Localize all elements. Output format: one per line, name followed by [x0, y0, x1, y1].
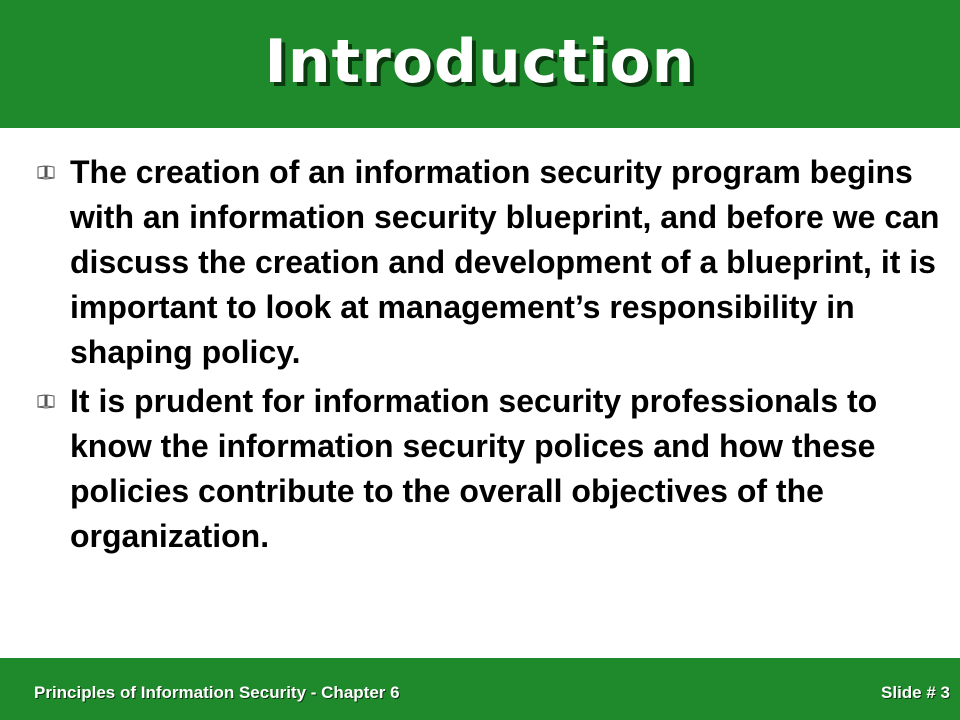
bullet-item: [62, 150, 942, 375]
bullet-list: [62, 150, 942, 563]
bullet-item: [62, 379, 942, 559]
slide-title: Introduction: [264, 27, 696, 97]
slide-number: Slide # 3: [881, 683, 950, 702]
book-icon: [36, 393, 56, 409]
bullet-text: The creation of an information security program begins with an information security blueprint, and before we can discuss the creation and development of a blueprint, it is important to look at management’s responsibility in shaping policy.: [70, 154, 940, 370]
footer-course-title: Principles of Information Security - Chapter 6: [34, 683, 400, 702]
book-icon: [36, 164, 56, 180]
bullet-text: It is prudent for information security professionals to know the information security polices and how these policies contribute to the overall objectives of the organization.: [70, 383, 878, 554]
